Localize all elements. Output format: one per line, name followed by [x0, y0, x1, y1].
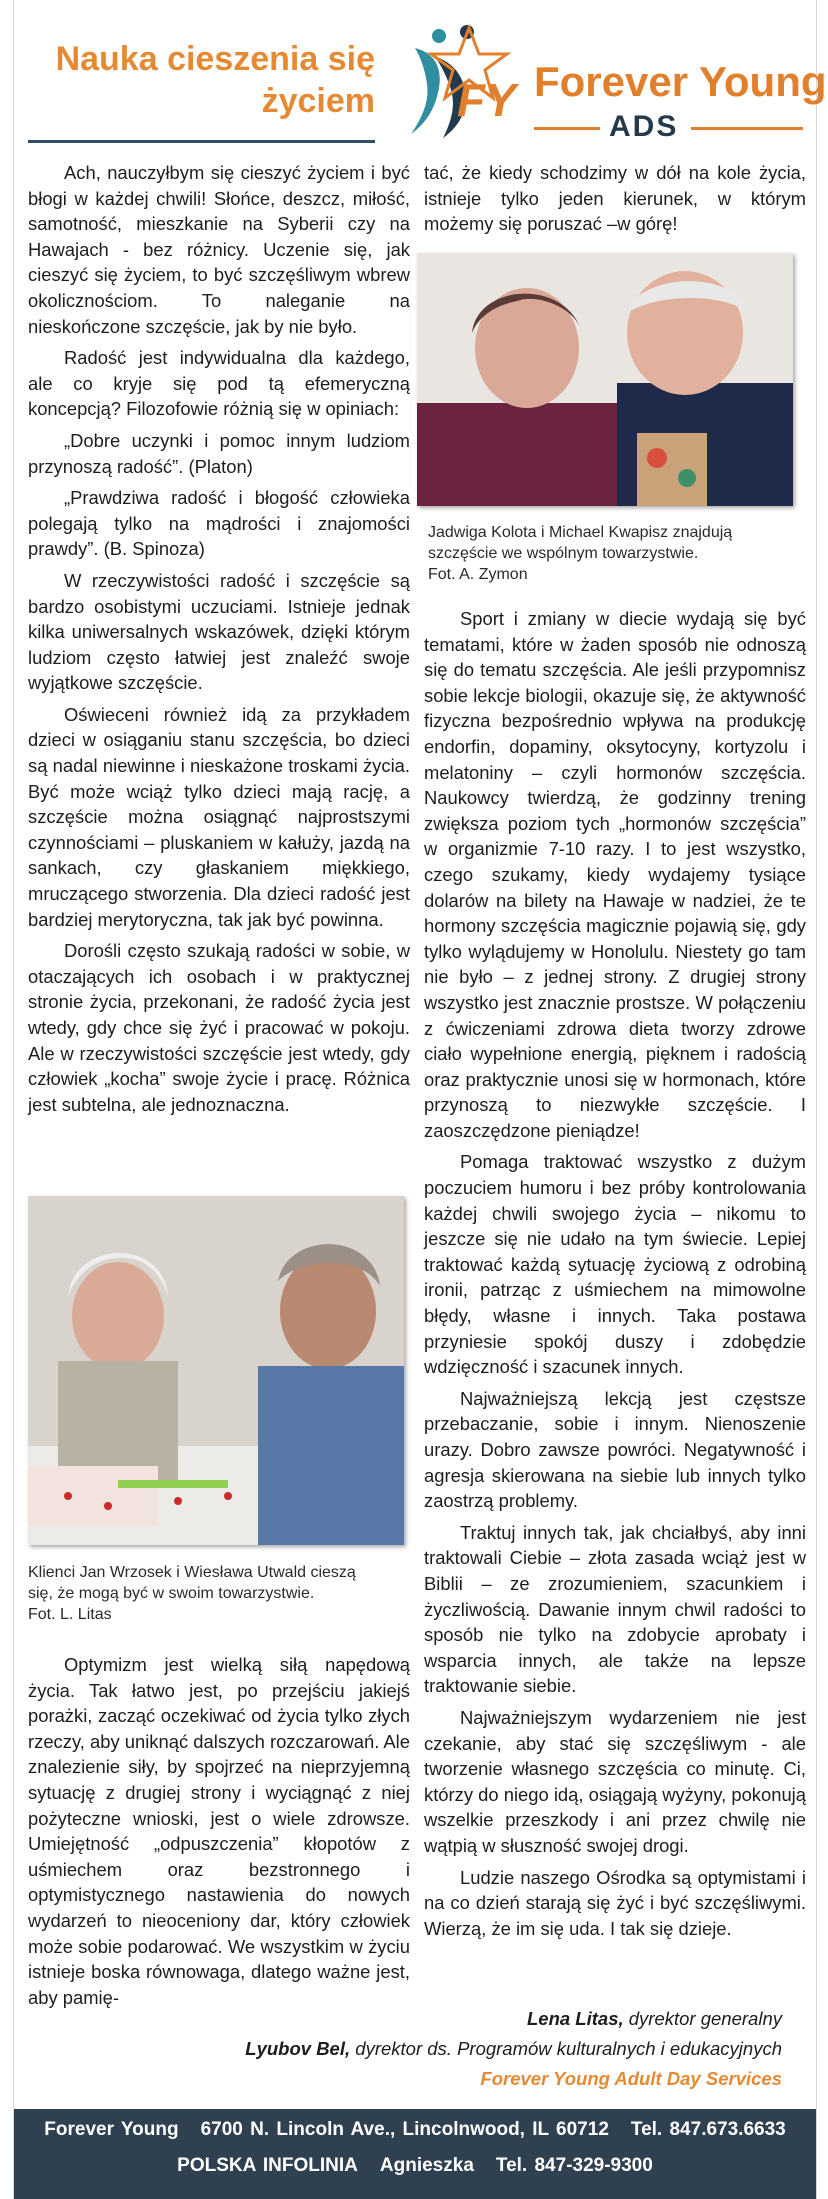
caption-line: szczęście we wspólnym towarzystwie.	[428, 545, 699, 562]
footer-line-2	[14, 2155, 816, 2177]
newsletter-page	[13, 0, 827, 2199]
caption-line: Klienci Jan Wrzosek i Wiesława Utwald cieszą	[28, 1564, 356, 1581]
footer-bar	[14, 2109, 816, 2199]
photo-bingo	[28, 1196, 404, 1545]
logo-figures-icon	[399, 18, 539, 140]
caption-line: Jadwiga Kolota i Michael Kwapisz znajdują	[428, 524, 733, 541]
signer-role: dyrektor generalny	[628, 2008, 782, 2029]
paragraph: Radość jest indywidualna dla każdego, ale co kryje się pod tą efemeryczną koncepcją? Filozofowie różnią się w opiniach:	[28, 347, 410, 420]
logo-rule-left	[534, 127, 600, 130]
photo-couple-caption	[428, 522, 798, 585]
paragraph: Ludzie naszego Ośrodka są optymistami i na co dzień starają się żyć i być szczęśliwymi. Wierzą, że im się uda. I tak się dzieje.	[424, 1866, 806, 1939]
paragraph: Traktuj innych tak, jak chciałbyś, aby inni traktowali Ciebie – złota zasada wciąż jest w Biblii – ze zrozumieniem, szacunkiem i życzliwością. Dawanie innym chwil radości to sposób nie tylko na zdobycie aprobaty i wsparcia innych, ale także na lepsze traktowanie siebie.	[424, 1521, 806, 1697]
photo-credit: Fot. A. Zymon	[428, 566, 528, 583]
article-title	[28, 38, 375, 122]
paragraph: Najważniejszym wydarzeniem nie jest czekanie, aby stać się szczęśliwym - ale tworzenie własnego szczęścia co minutę. Ci, którzy do niego idą, osiągają wyżyny, pokonują wszelkie przeszkody i ani przez chwilę nie wątpią w słuszność swojej drogi.	[424, 1706, 807, 1856]
footer-phone-2: Tel. 847-329-9300	[495, 2155, 653, 2176]
paragraph: W rzeczywistości radość i szczęście są bardzo osobistymi uczuciami. Istnieje jednak kilka uniwersalnych wskazówek, dzięki którym ludziom często łatwiej jest znaleźć swoje wyjątkowe szczęście.	[28, 569, 410, 694]
article-column-right	[424, 606, 806, 1947]
paragraph: Sport i zmiany w diecie wydają się być tematami, które w żaden sposób nie odnoszą się do tematu szczęścia. Ale jeśli przypomnisz sobie lekcje biologii, okazuje się, że aktywność fizyczna bezpośrednio wpływa na produkcję endorfin, dopaminy, oksytocyny, kortyzolu i melatoniny – czyli hormonów szczęścia. Naukowcy twierdzą, że godzinny trening zwiększa poziom tych „hormonów szczęścia” w organizmie 7-10 razy. I to jest wszystko, czego szukamy, kiedy wydajemy tysiące dolarów na bilety na Hawaje w nadziei, że te hormony szczęścia magicznie pojawią się, gdy tylko wylądujemy w Honolulu. Niestety go tam nie było – z jednej strony. Z drugiej strony wszystko jest znacznie prostsze. W połączeniu z ćwiczeniami zdrowa dieta tworzy zdrowe ciało wypełnione energią, pięknem i radością oraz praktycznie unosi się w hormonach, które przynoszą to niezwykłe szczęście. I zaoszczędzone pieniądze!	[424, 608, 806, 1141]
organization-name: Forever Young Adult Day Services	[480, 2068, 782, 2089]
article-column-left-bottom	[28, 1652, 410, 2016]
signature-line-1	[527, 2004, 782, 2034]
footer-phone: Tel. 847.673.6633	[630, 2119, 786, 2140]
paragraph: Ach, nauczyłbym się cieszyć życiem i być błogi w każdej chwili! Słońce, deszcz, miłość, samotność, mieszkanie na Syberii czy na Hawajach - bez różnicy. Uczenie się, jak cieszyć się życiem, to być szczęśliwym wbrew okolicznościom. To naleganie na nieskończone szczęście, jak by nie było.	[28, 162, 410, 337]
photo-credit: Fot. L. Litas	[28, 1606, 112, 1623]
logo-rule-right	[691, 127, 803, 130]
footer-publisher: POLSKA INFOLINIA	[177, 2155, 358, 2176]
paragraph: Najważniejszą lekcją jest częstsze przebaczanie, sobie i innym. Nienoszenie urazy. Dobro zawsze powróci. Negatywność i agresja skierowana na siebie lub innych tylko zaostrzą problemy.	[424, 1387, 806, 1512]
signer-role: dyrektor ds. Programów kulturalnych i edukacyjnych	[355, 2038, 782, 2059]
forever-young-logo	[399, 18, 827, 143]
footer-line-1	[14, 2119, 816, 2141]
paragraph: tać, że kiedy schodzimy w dół na kole życia, istnieje tylko jeden kierunek, w którym możemy się poruszać –w górę!	[424, 162, 806, 235]
footer-org: Forever Young	[44, 2119, 179, 2140]
paragraph: Pomaga traktować wszystko z dużym poczuciem humoru i bez próby kontrolowania każdej chwili swojego życia – nikomu to jeszcze się nie udało na tym świecie. Lepiej traktować każdą sytuację życiową z odrobiną ironii, patrząc z uśmiechem na mimowolne błędy, własne i innych. Taka postawa przyniesie spokój duszy i zdobędzie wdzięczność i szacunek innych.	[424, 1151, 806, 1378]
title-divider	[28, 140, 375, 143]
paragraph: Optymizm jest wielką siłą napędową życia. Tak łatwo jest, po przejściu jakiejś porażki, zacząć oczekiwać od życia tylko złych rzeczy, aby uniknąć dalszych rozczarowań. Ale znalezienie siły, by spojrzeć na nieprzyjemną sytuację z drugiej strony i wyciągnąć z niej pożyteczne wnioski, jest o wiele zdrowsze. Umiejętność „odpuszczenia” kłopotów z uśmiechem oraz bezstronnego i optymistycznego nastawienia do nowych wydarzeń to nieoceniony dar, który człowiek może sobie podarować. We wszystkim w życiu istnieje boska równowaga, dlatego ważne jest, aby pamię-	[28, 1654, 410, 2008]
signature-org	[480, 2064, 782, 2094]
logo-ads: ADS	[609, 110, 679, 143]
caption-line: się, że mogą być w swoim towarzystwie.	[28, 1585, 315, 1602]
paragraph: Dorośli często szukają radości w sobie, w otaczających ich osobach i w praktycznej stronie życia, przekonani, że radość życia jest wtedy, gdy chce się żyć i pracować w pokoju. Ale w rzeczywistości szczęście jest wtedy, gdy człowiek „kocha” swoje życie i pracę. Różnica jest subtelna, ale jednoznaczna.	[28, 940, 410, 1115]
quote-platon: „Dobre uczynki i pomoc innym ludziom przynoszą radość”. (Platon)	[28, 429, 410, 477]
footer-contact: Agnieszka	[379, 2155, 474, 2176]
footer-address: 6700 N. Lincoln Ave., Lincolnwood, IL 60712	[200, 2119, 609, 2140]
title-line-1: Nauka cieszenia się	[55, 40, 375, 78]
signer-name: Lena Litas,	[526, 2008, 624, 2029]
signer-name: Lyubov Bel,	[245, 2038, 351, 2059]
photo-couple	[417, 253, 793, 506]
signature-line-2	[245, 2034, 782, 2064]
logo-letters: FY	[457, 74, 516, 126]
logo-name: Forever Young	[534, 58, 827, 105]
title-line-2: życiem	[261, 82, 375, 120]
article-column-right-top	[424, 160, 806, 243]
quote-spinoza: „Prawdziwa radość i błogość człowieka polegają tylko na mądrości i znajomości prawdy”. (B. Spinoza)	[28, 487, 410, 560]
article-column-left	[28, 160, 410, 1123]
paragraph: Oświeceni również idą za przykładem dzieci w osiąganiu stanu szczęścia, bo dzieci są nadal niewinne i nieskażone troskami życia. Być może wciąż tylko dzieci mają rację, a szczęście można osiągnąć najprostszymi czynnościami – pluskaniem w kałuży, jazdą na sankach, czy głaskaniem miękkiego, mruczącego stworzenia. Dla dzieci radość jest bardziej merytoryczna, tak jak być powinna.	[28, 703, 410, 930]
photo-bingo-caption	[28, 1562, 408, 1625]
